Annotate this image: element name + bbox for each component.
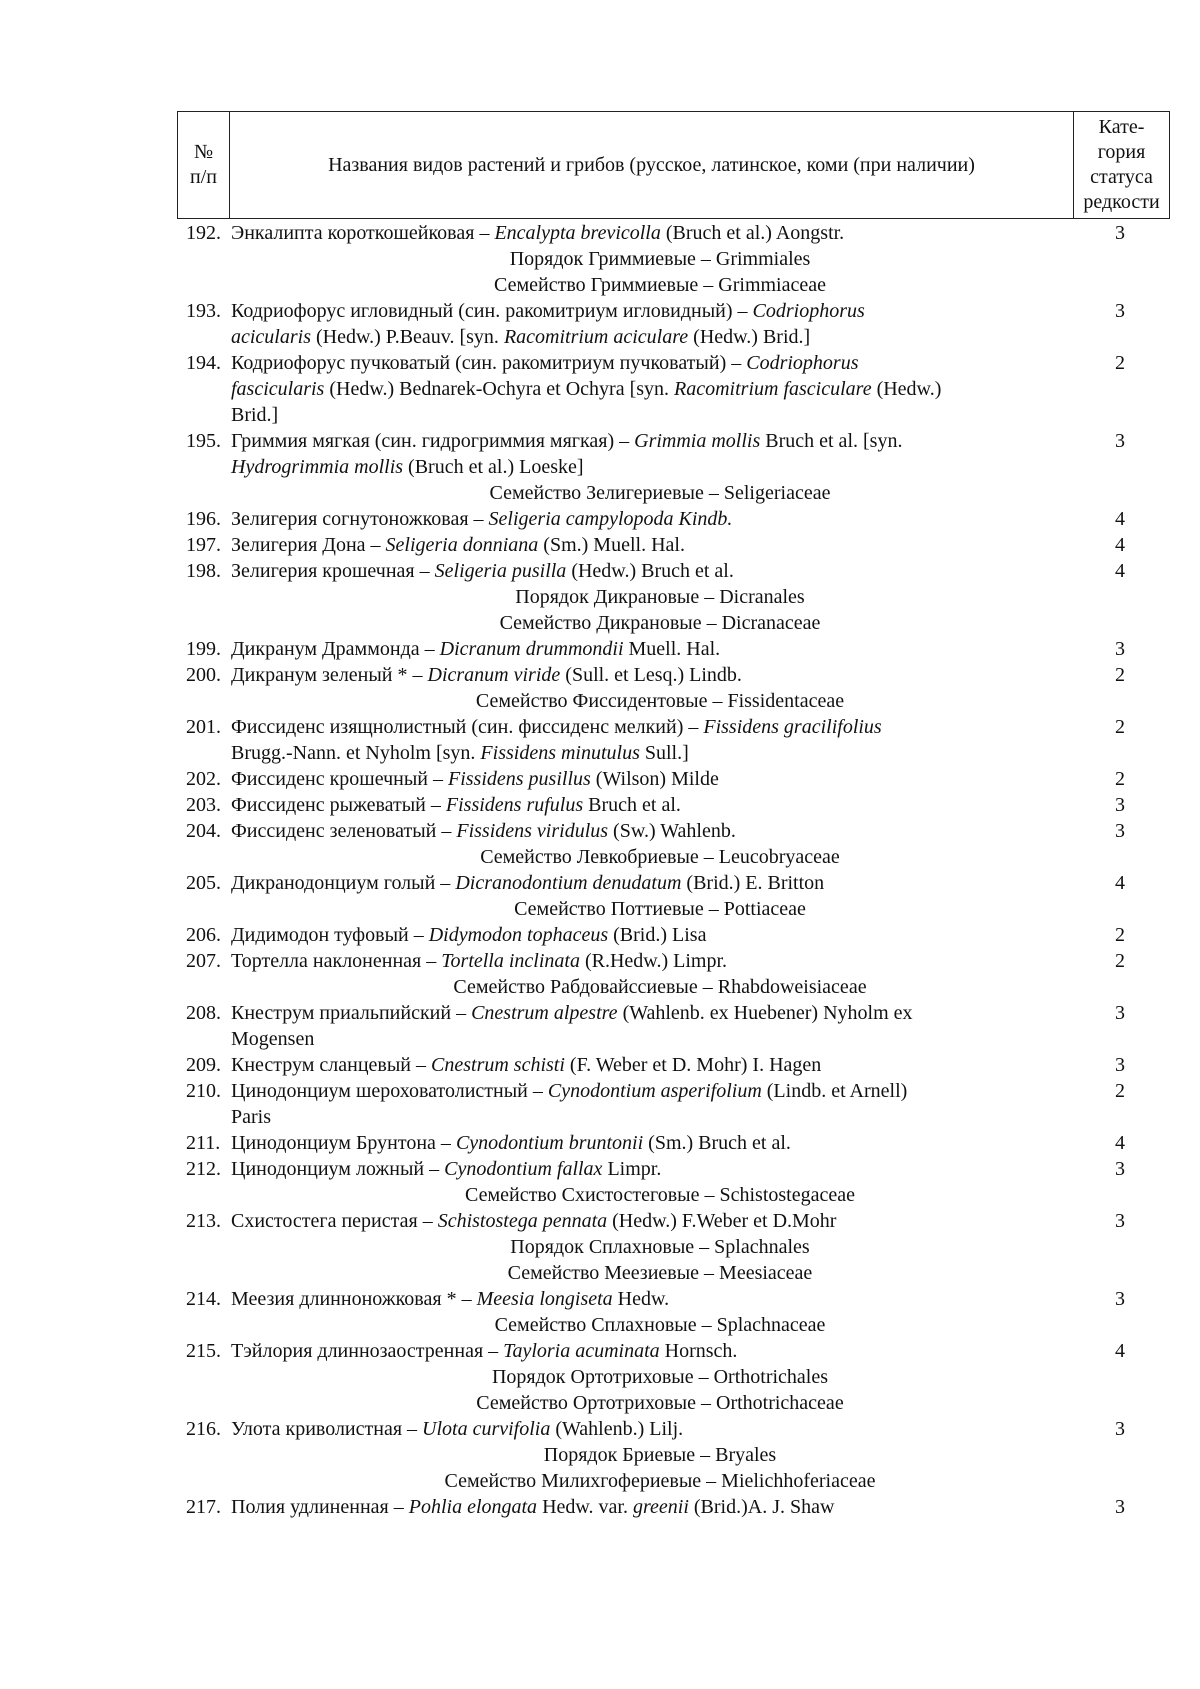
rarity-category: 2 <box>1115 664 1125 686</box>
rarity-category: 3 <box>1115 300 1125 322</box>
section-heading <box>0 1182 1200 1208</box>
species-name-line: Цинодонциум Брунтона – Cynodontium bruntonii (Sm.) Bruch et al. <box>231 1132 791 1154</box>
section-heading-text: Семейство Меезиевые – Meesiaceae <box>507 1262 813 1284</box>
species-name <box>231 1416 1076 1442</box>
rarity-category: 2 <box>1115 924 1125 946</box>
species-name <box>231 792 1076 818</box>
rarity-category: 3 <box>1115 1054 1125 1076</box>
species-number: 205. <box>186 872 221 894</box>
rarity-category: 2 <box>1115 352 1125 374</box>
species-number: 204. <box>186 820 221 842</box>
species-number: 209. <box>186 1054 221 1076</box>
species-name <box>231 532 1076 558</box>
species-name-line: Фиссиденс изящнолистный (син. фиссиденс мелкий) – Fissidens gracilifolius <box>231 716 882 738</box>
header-category-column <box>1074 112 1169 218</box>
rarity-category: 3 <box>1115 820 1125 842</box>
species-name <box>231 298 1076 350</box>
rarity-category: 2 <box>1115 768 1125 790</box>
header-category-line4: редкости <box>1083 191 1160 213</box>
species-name-line: Hydrogrimmia mollis (Bruch et al.) Loeske] <box>231 456 584 478</box>
species-row <box>0 948 1200 974</box>
species-name-line: Меезия длинноножковая * – Meesia longiseta Hedw. <box>231 1288 670 1310</box>
section-heading <box>0 246 1200 272</box>
header-number-abbr: п/п <box>190 166 217 188</box>
rarity-category: 3 <box>1115 638 1125 660</box>
species-number: 212. <box>186 1158 221 1180</box>
species-name-line: Paris <box>231 1106 271 1128</box>
species-row <box>0 662 1200 688</box>
species-row <box>0 636 1200 662</box>
species-name <box>231 662 1076 688</box>
header-number-symbol: № <box>193 141 214 163</box>
species-name-line: Кодриофорус пучковатый (син. ракомитриум пучковатый) – Codriophorus <box>231 352 859 374</box>
species-number: 195. <box>186 430 221 452</box>
section-heading <box>0 844 1200 870</box>
species-name-line: Цинодонциум шероховатолистный – Cynodontium asperifolium (Lindb. et Arnell) <box>231 1080 908 1102</box>
species-row <box>0 766 1200 792</box>
section-heading <box>0 1364 1200 1390</box>
species-name <box>231 558 1076 584</box>
species-number: 193. <box>186 300 221 322</box>
rarity-category: 3 <box>1115 222 1125 244</box>
rarity-category: 3 <box>1115 1002 1125 1024</box>
section-heading <box>0 1234 1200 1260</box>
species-name <box>231 1494 1076 1520</box>
species-name <box>231 818 1076 844</box>
species-name-line: Дикранум зеленый * – Dicranum viride (Sull. et Lesq.) Lindb. <box>231 664 742 686</box>
species-number: 207. <box>186 950 221 972</box>
section-heading-text: Семейство Ортотриховые – Orthotrichaceae <box>476 1392 844 1414</box>
rarity-category: 4 <box>1115 1132 1125 1154</box>
species-number: 213. <box>186 1210 221 1232</box>
species-name-line: Brugg.-Nann. et Nyholm [syn. Fissidens minutulus Sull.] <box>231 742 689 764</box>
section-heading-text: Семейство Фиссидентовые – Fissidentaceae <box>475 690 845 712</box>
species-name <box>231 350 1076 428</box>
species-name-line: fascicularis (Hedw.) Bednarek-Ochyra et Ochyra [syn. Racomitrium fasciculare (Hedw.) <box>231 378 942 400</box>
species-row <box>0 792 1200 818</box>
section-heading <box>0 272 1200 298</box>
species-name-line: Фиссиденс зеленоватый – Fissidens viridulus (Sw.) Wahlenb. <box>231 820 736 842</box>
rarity-category: 4 <box>1115 1340 1125 1362</box>
header-category-line2: гория <box>1097 141 1146 163</box>
section-heading <box>0 1390 1200 1416</box>
species-name <box>231 636 1076 662</box>
species-name-line: acicularis (Hedw.) P.Beauv. [syn. Racomitrium aciculare (Hedw.) Brid.] <box>231 326 811 348</box>
header-names-column <box>230 112 1074 218</box>
species-number: 203. <box>186 794 221 816</box>
species-row <box>0 1338 1200 1364</box>
species-row <box>0 558 1200 584</box>
species-number: 206. <box>186 924 221 946</box>
species-name-line: Кодриофорус игловидный (син. ракомитриум игловидный) – Codriophorus <box>231 300 865 322</box>
rarity-category: 3 <box>1115 1496 1125 1518</box>
species-row <box>0 870 1200 896</box>
section-heading <box>0 1468 1200 1494</box>
species-number: 198. <box>186 560 221 582</box>
section-heading-text: Порядок Ортотриховые – Orthotrichales <box>491 1366 828 1388</box>
species-row <box>0 350 1200 428</box>
rarity-category: 2 <box>1115 716 1125 738</box>
species-row <box>0 428 1200 480</box>
species-number: 208. <box>186 1002 221 1024</box>
species-row <box>0 1052 1200 1078</box>
species-row <box>0 1286 1200 1312</box>
species-row <box>0 1208 1200 1234</box>
species-row <box>0 1494 1200 1520</box>
species-row <box>0 1130 1200 1156</box>
species-row <box>0 220 1200 246</box>
species-name-line: Улота криволистная – Ulota curvifolia (Wahlenb.) Lilj. <box>231 1418 684 1440</box>
species-name <box>231 1052 1076 1078</box>
species-name <box>231 870 1076 896</box>
species-name-line: Цинодонциум ложный – Cynodontium fallax Limpr. <box>231 1158 662 1180</box>
species-number: 194. <box>186 352 221 374</box>
section-heading <box>0 480 1200 506</box>
section-heading-text: Порядок Сплахновые – Splachnales <box>510 1236 810 1258</box>
species-list <box>0 220 1200 1520</box>
species-name <box>231 714 1076 766</box>
section-heading <box>0 896 1200 922</box>
species-name-line: Энкалипта короткошейковая – Encalypta brevicolla (Bruch et al.) Aongstr. <box>231 222 845 244</box>
species-row <box>0 922 1200 948</box>
species-name-line: Зелигерия Дона – Seligeria donniana (Sm.) Muell. Hal. <box>231 534 685 556</box>
rarity-category: 3 <box>1115 1288 1125 1310</box>
species-number: 201. <box>186 716 221 738</box>
section-heading <box>0 1312 1200 1338</box>
rarity-category: 3 <box>1115 1418 1125 1440</box>
species-name-line: Тортелла наклоненная – Tortella inclinata (R.Hedw.) Limpr. <box>231 950 727 972</box>
species-number: 214. <box>186 1288 221 1310</box>
species-name <box>231 506 1076 532</box>
species-number: 217. <box>186 1496 221 1518</box>
rarity-category: 4 <box>1115 508 1125 530</box>
species-name <box>231 1286 1076 1312</box>
species-name <box>231 922 1076 948</box>
species-row <box>0 1078 1200 1130</box>
species-row <box>0 818 1200 844</box>
section-heading <box>0 688 1200 714</box>
species-number: 192. <box>186 222 221 244</box>
species-number: 211. <box>186 1132 221 1154</box>
section-heading-text: Семейство Сплахновые – Splachnaceae <box>494 1314 826 1336</box>
header-names-title: Названия видов растений и грибов (русское, латинское, коми (при наличии) <box>328 153 975 176</box>
rarity-category: 3 <box>1115 1210 1125 1232</box>
table-header <box>177 111 1170 219</box>
species-name-line: Кнеструм приальпийский – Cnestrum alpestre (Wahlenb. ex Huebener) Nyholm ex <box>231 1002 913 1024</box>
section-heading-text: Семейство Зелигериевые – Seligeriaceae <box>489 482 831 504</box>
species-name-line: Кнеструм сланцевый – Cnestrum schisti (F. Weber et D. Mohr) I. Hagen <box>231 1054 822 1076</box>
species-row <box>0 532 1200 558</box>
section-heading <box>0 1442 1200 1468</box>
species-name-line: Полия удлиненная – Pohlia elongata Hedw. var. greenii (Brid.)A. J. Shaw <box>231 1496 835 1518</box>
rarity-category: 4 <box>1115 534 1125 556</box>
species-name <box>231 1078 1076 1130</box>
section-heading <box>0 584 1200 610</box>
section-heading-text: Семейство Левкобриевые – Leucobryaceae <box>480 846 840 868</box>
species-name-line: Brid.] <box>231 404 279 426</box>
section-heading-text: Семейство Поттиевые – Pottiaceae <box>514 898 806 920</box>
species-row <box>0 1416 1200 1442</box>
species-name-line: Mogensen <box>231 1028 315 1050</box>
species-name <box>231 1208 1076 1234</box>
rarity-category: 3 <box>1115 1158 1125 1180</box>
species-name-line: Фиссиденс рыжеватый – Fissidens rufulus Bruch et al. <box>231 794 681 816</box>
section-heading-text: Семейство Милихгофериевые – Mielichhoferiaceae <box>444 1470 876 1492</box>
rarity-category: 3 <box>1115 794 1125 816</box>
species-name <box>231 428 1076 480</box>
species-name-line: Схистостега перистая – Schistostega pennata (Hedw.) F.Weber et D.Mohr <box>231 1210 837 1232</box>
species-name-line: Зелигерия согнутоножковая – Seligeria campylopoda Kindb. <box>231 508 733 530</box>
species-name <box>231 1156 1076 1182</box>
species-row <box>0 1000 1200 1052</box>
species-name <box>231 220 1076 246</box>
species-row <box>0 1156 1200 1182</box>
section-heading-text: Порядок Бриевые – Bryales <box>543 1444 777 1466</box>
species-name <box>231 766 1076 792</box>
species-name <box>231 1130 1076 1156</box>
rarity-category: 3 <box>1115 430 1125 452</box>
header-category-line1: Кате- <box>1098 116 1145 138</box>
section-heading-text: Семейство Гриммиевые – Grimmiaceae <box>494 274 826 296</box>
species-name-line: Гриммия мягкая (син. гидрогриммия мягкая) – Grimmia mollis Bruch et al. [syn. <box>231 430 903 452</box>
species-name <box>231 948 1076 974</box>
header-category-line3: статуса <box>1090 166 1153 188</box>
section-heading <box>0 1260 1200 1286</box>
species-name-line: Зелигерия крошечная – Seligeria pusilla (Hedw.) Bruch et al. <box>231 560 734 582</box>
rarity-category: 2 <box>1115 1080 1125 1102</box>
section-heading-text: Порядок Гриммиевые – Grimmiales <box>509 248 811 270</box>
species-name-line: Тэйлория длиннозаостренная – Tayloria acuminata Hornsch. <box>231 1340 738 1362</box>
section-heading-text: Семейство Схистостеговые – Schistostegaceae <box>465 1184 855 1206</box>
species-name-line: Дикранодонциум голый – Dicranodontium denudatum (Brid.) E. Britton <box>231 872 825 894</box>
species-row <box>0 714 1200 766</box>
section-heading <box>0 610 1200 636</box>
section-heading-text: Семейство Дикрановые – Dicranaceae <box>499 612 821 634</box>
species-name <box>231 1000 1076 1052</box>
species-number: 210. <box>186 1080 221 1102</box>
species-name-line: Фиссиденс крошечный – Fissidens pusillus (Wilson) Milde <box>231 768 719 790</box>
species-number: 215. <box>186 1340 221 1362</box>
rarity-category: 4 <box>1115 560 1125 582</box>
species-number: 199. <box>186 638 221 660</box>
header-number-column <box>178 112 230 218</box>
rarity-category: 4 <box>1115 872 1125 894</box>
species-number: 202. <box>186 768 221 790</box>
species-name <box>231 1338 1076 1364</box>
section-heading-text: Порядок Дикрановые – Dicranales <box>515 586 805 608</box>
species-name-line: Дикранум Драммонда – Dicranum drummondii Muell. Hal. <box>231 638 721 660</box>
species-row <box>0 506 1200 532</box>
species-number: 197. <box>186 534 221 556</box>
species-number: 196. <box>186 508 221 530</box>
species-name-line: Дидимодон туфовый – Didymodon tophaceus (Brid.) Lisa <box>231 924 707 946</box>
species-number: 216. <box>186 1418 221 1440</box>
species-number: 200. <box>186 664 221 686</box>
section-heading-text: Семейство Рабдовайссиевые – Rhabdoweisiaceae <box>453 976 867 998</box>
species-row <box>0 298 1200 350</box>
section-heading <box>0 974 1200 1000</box>
rarity-category: 2 <box>1115 950 1125 972</box>
